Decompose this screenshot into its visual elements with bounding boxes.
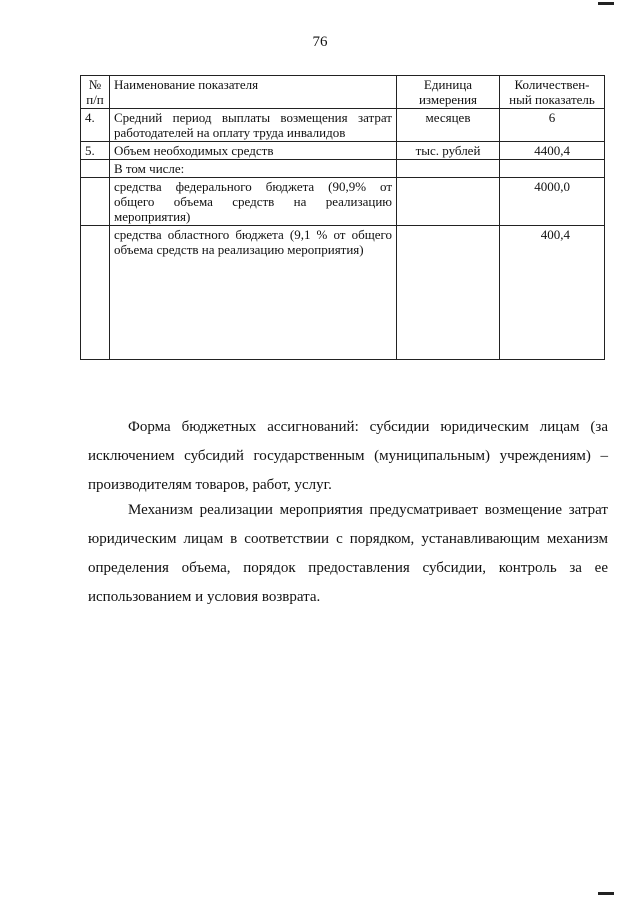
table-row <box>81 109 605 142</box>
table-row <box>81 142 605 160</box>
scan-mark-top <box>598 2 614 5</box>
row-value <box>500 160 605 178</box>
table-row <box>81 178 605 226</box>
row-number: 4. <box>81 109 110 142</box>
paragraph-mechanism: Механизм реализации мероприятия предусматривает возмещение затрат юридическим лицам в соответствии с порядком, устанавливающим механизм определения объема, порядок предоставления субсидии, контроль за ее использованием и условия возврата. <box>88 502 608 605</box>
table-header-row <box>81 76 605 109</box>
scan-mark-bottom <box>598 892 614 895</box>
row-unit <box>397 160 500 178</box>
indicators-table <box>80 75 605 360</box>
row-name: Средний период выплаты возмещения затрат работодателей на оплату труда инвалидов <box>110 109 397 142</box>
row-unit: месяцев <box>397 109 500 142</box>
row-number <box>81 160 110 178</box>
header-value: Количествен-ный показатель <box>500 76 605 109</box>
table-row <box>81 226 605 360</box>
row-number: 5. <box>81 142 110 160</box>
row-name: В том числе: <box>110 160 397 178</box>
row-value: 4000,0 <box>500 178 605 226</box>
row-number <box>81 178 110 226</box>
row-unit <box>397 226 500 360</box>
header-name: Наименование показателя <box>110 76 397 109</box>
row-name: Объем необходимых средств <box>110 142 397 160</box>
row-value: 400,4 <box>500 226 605 360</box>
row-name: средства федерального бюджета (90,9% от общего объема средств на реализацию мероприятия) <box>110 178 397 226</box>
row-number <box>81 226 110 360</box>
row-value: 6 <box>500 109 605 142</box>
header-number: № п/п <box>81 76 110 109</box>
page-number: 76 <box>312 34 328 50</box>
row-value: 4400,4 <box>500 142 605 160</box>
table-row <box>81 160 605 178</box>
paragraph-budget-form: Форма бюджетных ассигнований: субсидии юридическим лицам (за исключением субсидий государственным (муниципальным) учреждениям) – производителям товаров, работ, услуг. <box>88 419 608 493</box>
header-unit: Единица измерения <box>397 76 500 109</box>
row-unit <box>397 178 500 226</box>
row-name: средства областного бюджета (9,1 % от общего объема средств на реализацию мероприятия) <box>110 226 397 360</box>
row-unit: тыс. рублей <box>397 142 500 160</box>
